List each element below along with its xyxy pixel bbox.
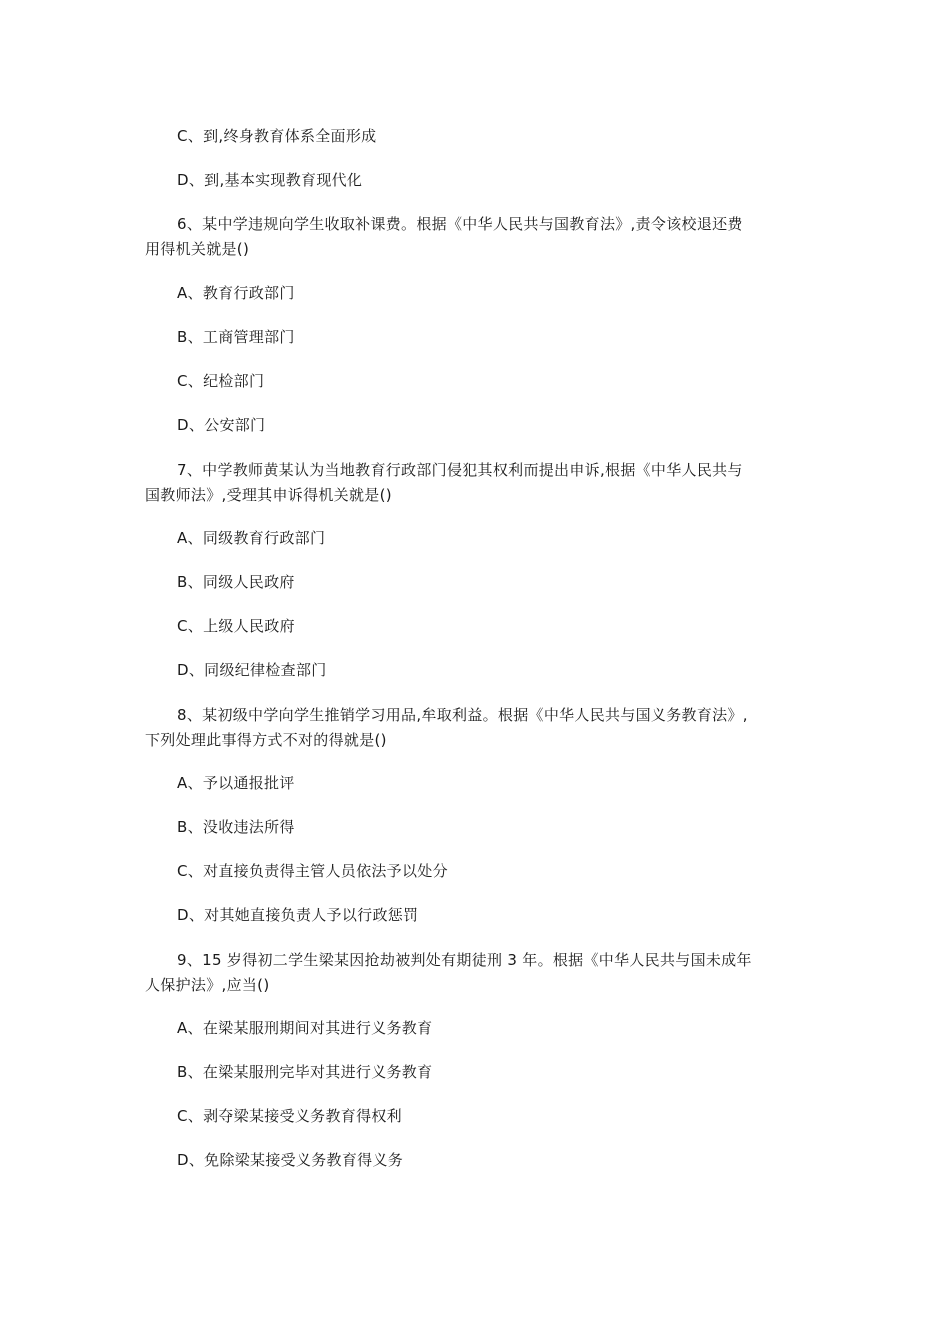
option-c-q6: C、纪检部门 — [177, 372, 265, 390]
question-7-cont: 国教师法》,受理其申诉得机关就是() — [145, 486, 392, 504]
question-9: 9、15 岁得初二学生梁某因抢劫被判处有期徒刑 3 年。根据《中华人民共与国未成年 — [177, 951, 752, 969]
option-c-q8: C、对直接负责得主管人员依法予以处分 — [177, 862, 448, 880]
question-8-cont: 下列处理此事得方式不对的得就是() — [145, 731, 387, 749]
option-a-q8: A、予以通报批评 — [177, 774, 295, 792]
option-b-q9: B、在梁某服刑完毕对其进行义务教育 — [177, 1063, 433, 1081]
question-9-cont: 人保护法》,应当() — [145, 976, 270, 994]
option-d-q7: D、同级纪律检查部门 — [177, 661, 327, 679]
question-8: 8、某初级中学向学生推销学习用品,牟取利益。根据《中华人民共与国义务教育法》, — [177, 706, 748, 724]
option-d-q8: D、对其她直接负责人予以行政惩罚 — [177, 906, 419, 924]
option-d-q5: D、到,基本实现教育现代化 — [177, 171, 363, 189]
option-a-q7: A、同级教育行政部门 — [177, 529, 326, 547]
option-b-q8: B、没收违法所得 — [177, 818, 295, 836]
option-c-q9: C、剥夺梁某接受义务教育得权利 — [177, 1107, 402, 1125]
question-6-cont: 用得机关就是() — [145, 240, 250, 258]
option-d-q6: D、公安部门 — [177, 416, 266, 434]
option-c-q5: C、到,终身教育体系全面形成 — [177, 127, 377, 145]
question-6: 6、某中学违规向学生收取补课费。根据《中华人民共与国教育法》,责令该校退还费 — [177, 215, 743, 233]
question-7: 7、中学教师黄某认为当地教育行政部门侵犯其权利而提出申诉,根据《中华人民共与 — [177, 461, 743, 479]
option-b-q7: B、同级人民政府 — [177, 573, 295, 591]
option-a-q6: A、教育行政部门 — [177, 284, 295, 302]
option-d-q9: D、免除梁某接受义务教育得义务 — [177, 1151, 404, 1169]
option-b-q6: B、工商管理部门 — [177, 328, 295, 346]
option-a-q9: A、在梁某服刑期间对其进行义务教育 — [177, 1019, 433, 1037]
option-c-q7: C、上级人民政府 — [177, 617, 295, 635]
